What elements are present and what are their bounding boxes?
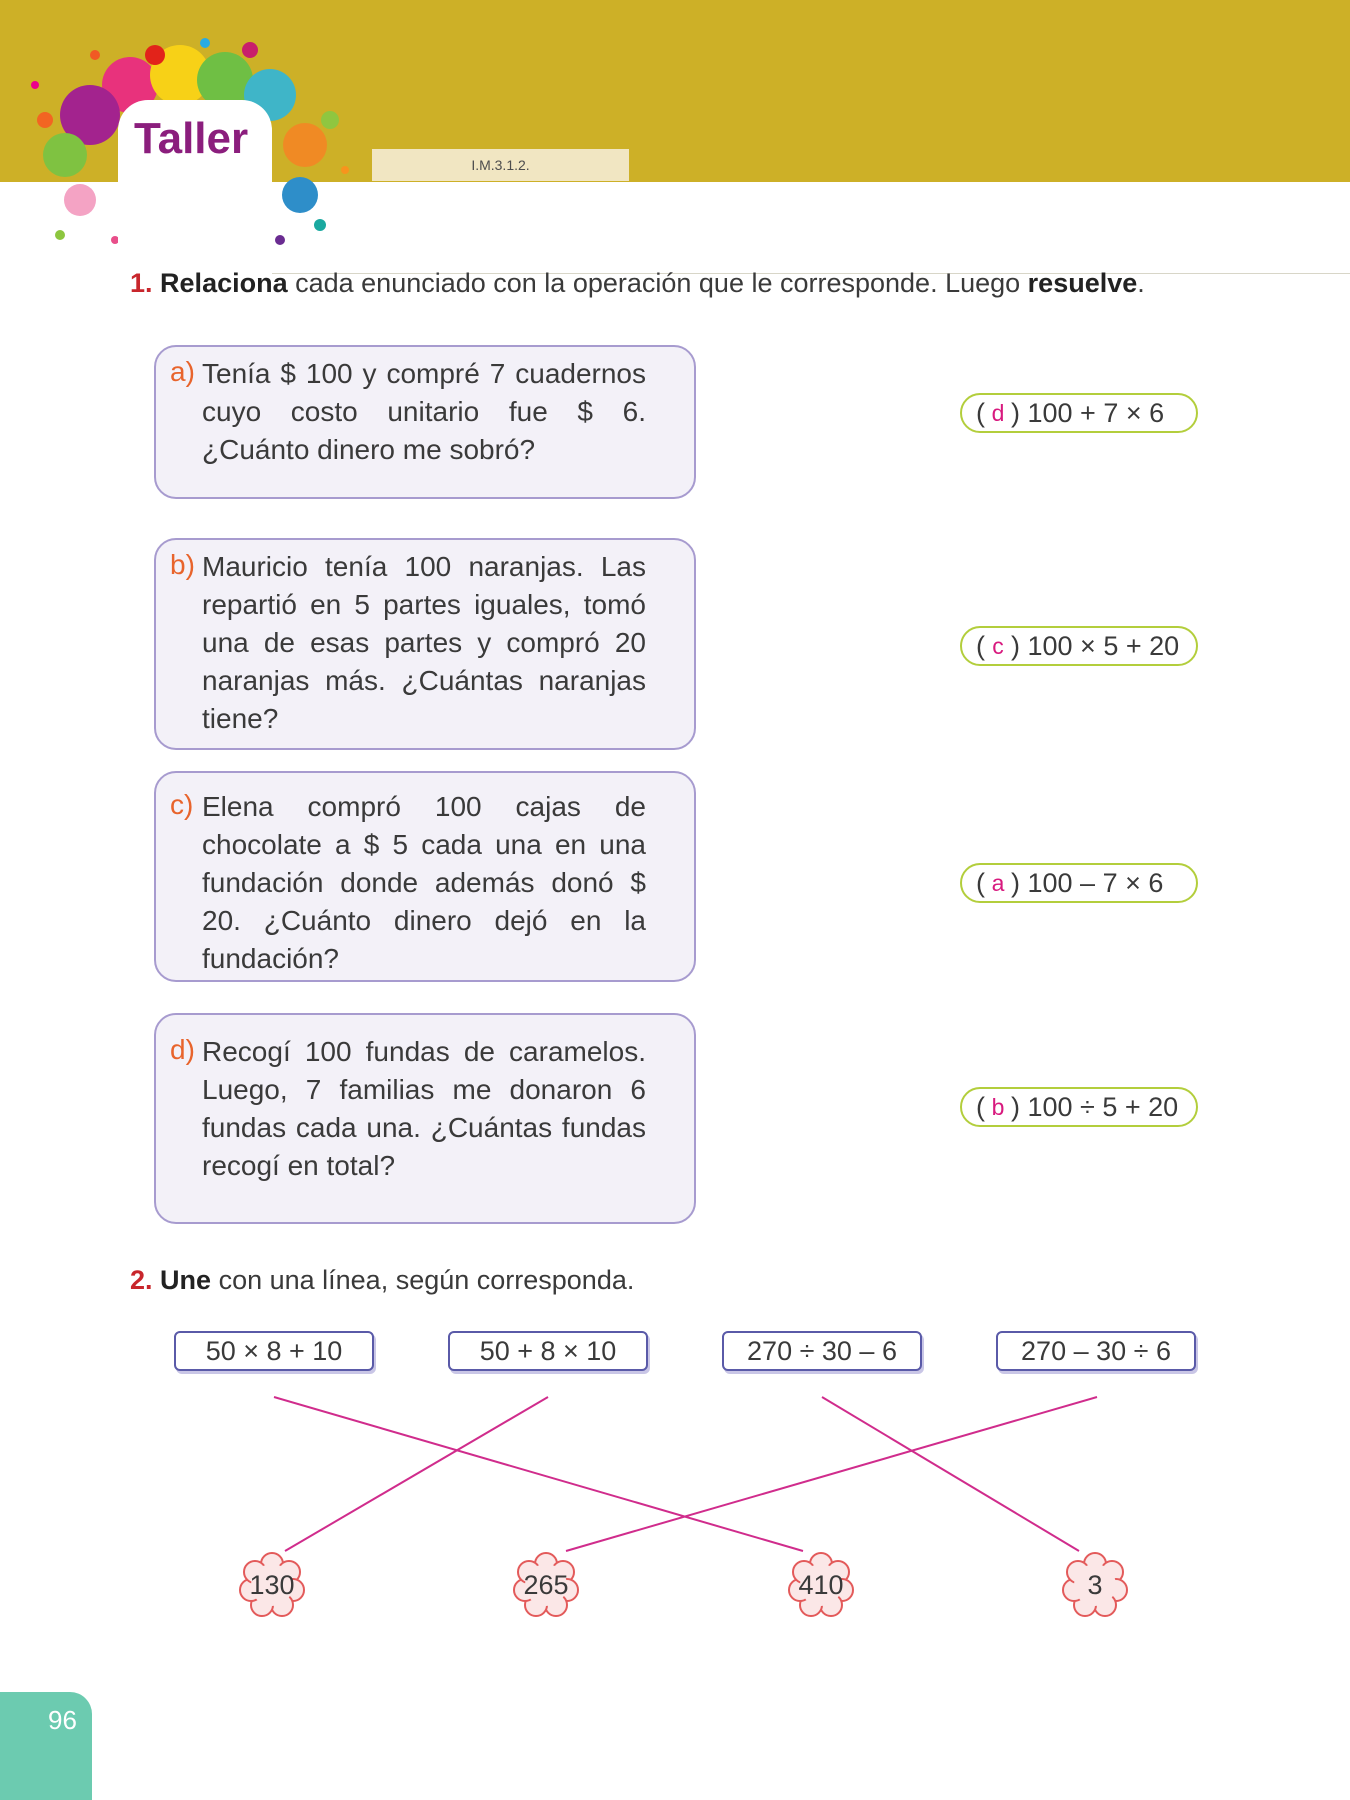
operation-expression: 100 ÷ 5 + 20: [1027, 1091, 1179, 1122]
operation-expression: 100 + 7 × 6: [1027, 397, 1165, 428]
page-number-tab: [0, 1692, 92, 1800]
expression-box[interactable]: 50 + 8 × 10: [448, 1331, 648, 1371]
expression-box[interactable]: 50 × 8 + 10: [174, 1331, 374, 1371]
page-number: 96: [48, 1705, 77, 1735]
answer-letter[interactable]: d: [991, 399, 1005, 426]
result-value: 130: [249, 1569, 295, 1600]
answer-letter[interactable]: c: [992, 632, 1004, 659]
instruction-verb: resuelve: [1027, 268, 1138, 298]
result-flower[interactable]: [512, 1551, 580, 1619]
result-flower[interactable]: [787, 1551, 855, 1619]
expression-box[interactable]: 270 – 30 ÷ 6: [996, 1331, 1196, 1371]
problem-letter: b): [170, 549, 195, 580]
result-value: 265: [523, 1569, 569, 1600]
operation-option[interactable]: ( a ) 100 – 7 × 6: [960, 863, 1198, 903]
instruction-text: .: [1137, 268, 1145, 298]
answer-letter[interactable]: b: [991, 1093, 1005, 1120]
operation-expression: 100 – 7 × 6: [1027, 867, 1164, 898]
result-flower[interactable]: [238, 1551, 306, 1619]
problem-text: Elena compró 100 cajas de chocolate a $ 5 cada una en una fundación donde además donó $ 20. ¿Cuánto dinero dejó en la fundación?: [202, 791, 646, 974]
indicator-code: I.M.3.1.2.: [372, 149, 629, 181]
matching-line: [285, 1397, 548, 1551]
matching-line: [822, 1397, 1079, 1551]
operation-option[interactable]: ( d ) 100 + 7 × 6: [960, 393, 1198, 433]
matching-line: [566, 1397, 1097, 1551]
operation-expression: 100 × 5 + 20: [1027, 630, 1180, 661]
instruction-verb: Relaciona: [160, 268, 288, 298]
page-title: Taller: [134, 114, 249, 163]
problem-letter: c): [170, 789, 194, 820]
instruction-verb: Une: [160, 1265, 212, 1295]
answer-letter[interactable]: a: [991, 869, 1005, 896]
exercise-number: 2.: [130, 1265, 153, 1295]
exercise-number: 1.: [130, 268, 153, 298]
matching-line: [274, 1397, 803, 1551]
exercise-1-instruction: [130, 268, 1145, 299]
result-value: 410: [798, 1569, 844, 1600]
exercise-2-instruction: [130, 1265, 634, 1296]
operation-option[interactable]: ( c ) 100 × 5 + 20: [960, 626, 1198, 666]
problem-text: Recogí 100 fundas de caramelos. Luego, 7 familias me donaron 6 fundas cada una. ¿Cuántas fundas recogí en total?: [202, 1036, 646, 1181]
problem-letter: d): [170, 1034, 195, 1065]
problem-letter: a): [170, 356, 195, 387]
instruction-text: con una línea, según corresponda.: [211, 1265, 635, 1295]
problem-text: Tenía $ 100 y compré 7 cuadernos cuyo costo unitario fue $ 6. ¿Cuánto dinero me sobró?: [202, 358, 646, 465]
result-flower[interactable]: [1061, 1551, 1129, 1619]
operation-option[interactable]: ( b ) 100 ÷ 5 + 20: [960, 1087, 1198, 1127]
expression-box[interactable]: 270 ÷ 30 – 6: [722, 1331, 922, 1371]
instruction-text: cada enunciado con la operación que le corresponde. Luego: [287, 268, 1028, 298]
problem-text: Mauricio tenía 100 naranjas. Las repartió en 5 partes iguales, tomó una de esas partes y compró 20 naranjas más. ¿Cuántas naranjas tiene?: [202, 551, 646, 734]
result-value: 3: [1087, 1569, 1103, 1600]
